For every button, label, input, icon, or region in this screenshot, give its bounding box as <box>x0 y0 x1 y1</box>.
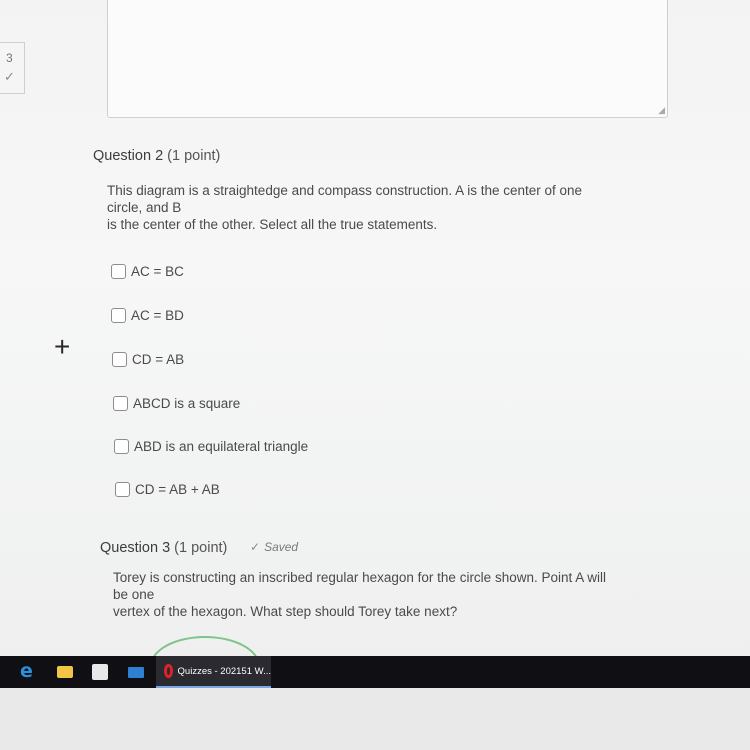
option-label: CD = AB <box>132 351 185 367</box>
resize-grip-icon[interactable]: ◢ <box>658 105 665 115</box>
edge-icon[interactable]: e <box>20 660 33 682</box>
question-nav-number: 3 <box>6 51 13 65</box>
question-3-text <box>113 569 606 620</box>
saved-status <box>250 540 298 554</box>
question-3-text-line: be one <box>113 587 155 602</box>
monitor-bezel <box>0 688 750 750</box>
opera-icon <box>164 664 173 678</box>
question-2-header <box>93 148 220 164</box>
checkbox[interactable] <box>111 264 126 279</box>
question-2-text-line: is the center of the other. Select all the true statements. <box>107 217 438 232</box>
checkbox[interactable] <box>111 308 126 323</box>
option-label: CD = AB + AB <box>135 481 220 497</box>
saved-label: Saved <box>264 540 299 554</box>
previous-answer-textarea[interactable] <box>107 0 668 118</box>
question-2-points: (1 point) <box>167 148 221 164</box>
option-label: ABD is an equilateral triangle <box>134 438 309 454</box>
question-3-text-line: Torey is constructing an inscribed regular hexagon for the circle shown. Point A will <box>113 570 607 585</box>
option-ac-equals-bd[interactable] <box>111 305 184 325</box>
checkbox[interactable] <box>112 352 127 367</box>
file-explorer-icon[interactable] <box>57 666 73 678</box>
option-abcd-square[interactable] <box>113 393 240 413</box>
option-label: AC = BC <box>131 263 184 279</box>
store-icon[interactable] <box>92 664 108 680</box>
option-ac-equals-bc[interactable] <box>111 261 184 281</box>
taskbar-app-label: Quizzes - 202151 W... <box>177 665 271 677</box>
option-label: ABCD is a square <box>133 395 241 411</box>
taskbar-active-app[interactable] <box>156 656 271 688</box>
question-2-text-line: circle, and B <box>107 200 182 215</box>
option-label: AC = BD <box>131 307 184 323</box>
question-nav-item[interactable] <box>0 42 25 94</box>
question-2-text <box>107 182 582 233</box>
option-abd-equilateral[interactable] <box>114 436 308 456</box>
option-cd-equals-ab-plus-ab[interactable] <box>115 479 220 499</box>
taskbar <box>0 656 750 688</box>
mail-icon[interactable] <box>128 667 144 678</box>
saved-check-icon: ✓ <box>250 540 261 554</box>
checkbox[interactable] <box>113 396 128 411</box>
checkbox[interactable] <box>114 439 129 454</box>
question-2-text-line: This diagram is a straightedge and compass construction. A is the center of one <box>107 183 583 198</box>
answered-check-icon: ✓ <box>4 69 15 84</box>
crosshair-cursor-icon: + <box>54 331 71 362</box>
question-3-text-line: vertex of the hexagon. What step should Torey take next? <box>113 604 458 619</box>
option-cd-equals-ab[interactable] <box>112 349 184 369</box>
question-3-title: Question 3 <box>100 540 171 556</box>
question-3-header <box>100 540 227 556</box>
question-3-points: (1 point) <box>174 540 228 556</box>
checkbox[interactable] <box>115 482 130 497</box>
question-2-title: Question 2 <box>93 148 164 164</box>
